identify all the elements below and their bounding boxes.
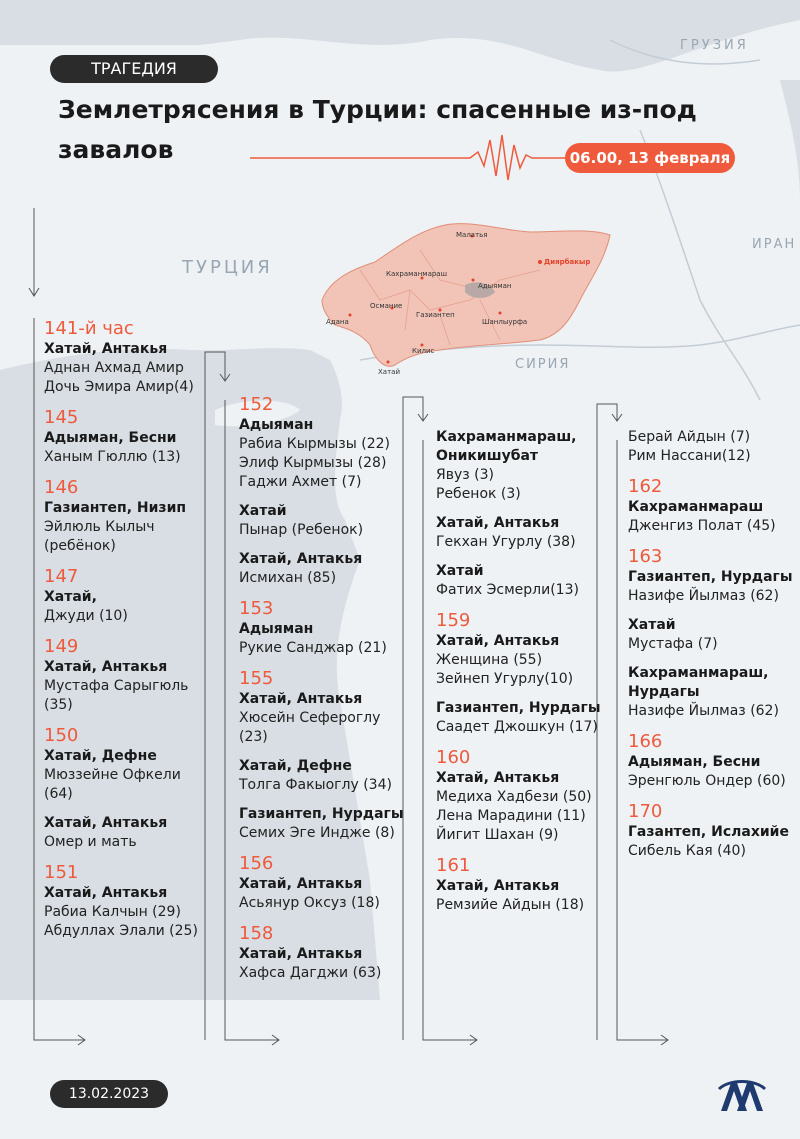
hour-block [239,598,404,668]
rescued-person: Йигит Шахан (9) [436,827,559,843]
rescued-person: Омер и мать [44,834,137,850]
hour-block [436,610,601,747]
rescued-person: Асьянур Оксуз (18) [239,895,380,911]
rescued-person: Ребенок (3) [436,486,521,502]
timeline-column-4 [628,428,798,871]
rescued-person: Лена Марадини (11) [436,808,586,824]
rescued-person: Дженгиз Полат (45) [628,518,776,534]
hour-label: 158 [239,923,274,944]
rescued-person: Толга Факыоглу (34) [239,777,392,793]
hour-block [239,394,404,598]
hour-block [436,855,601,925]
timeline-column-1 [44,318,209,951]
rescued-person: Семих Эге Индже (8) [239,825,395,841]
location-label: Хатай, Антакья [239,946,363,962]
location-label: Хатай [239,503,287,519]
location-label: Хатай, Антакья [44,815,168,831]
hour-block [628,476,798,546]
location-label: Хатай, Дефне [239,758,352,774]
hour-block [628,731,798,801]
hour-label: 170 [628,801,663,822]
rescued-person: Медиха Хадбези (50) [436,789,592,805]
city-label: Адыяман [478,282,512,290]
location-label: Хатай [436,563,484,579]
rescued-person: Фатих Эсмерли(13) [436,582,579,598]
hour-block [628,801,798,871]
hour-label: 145 [44,407,79,428]
hour-block [628,546,798,731]
location-label: Хатай, Антакья [44,341,168,357]
rescued-person: Саадет Джошкун (17) [436,719,598,735]
rescued-person: Мустафа Сарыгюль (35) [44,678,189,713]
rescued-person: Гекхан Угурлу (38) [436,534,576,550]
location-label: Хатай, Антакья [44,885,168,901]
city-label: Газиантеп [416,311,455,319]
aa-logo-icon [717,1077,767,1113]
location-label: Газиантеп, Нурдагы [239,806,404,822]
location-label: Газиантеп, Низип [44,500,187,516]
hour-block [44,862,209,951]
hour-block [239,923,404,993]
rescued-person: Пынар (Ребенок) [239,522,364,538]
country-label: ГРУЗИЯ [680,38,749,53]
city-label: Шанлыурфа [482,318,528,326]
city-label: Кахраманмараш [386,270,447,278]
hour-label: 147 [44,566,79,587]
rescued-person: Назифе Йылмаз (62) [628,588,779,604]
rescued-person: Женщина (55) [436,652,543,668]
rescued-person: Зейнеп Угурлу(10) [436,671,574,687]
rescued-person: Назифе Йылмаз (62) [628,703,779,719]
hour-label: 159 [436,610,471,631]
hour-label: 160 [436,747,471,768]
hour-label: 146 [44,477,79,498]
location-label: Хатай, Антакья [239,691,363,707]
location-label: Адыяман, Бесни [628,754,761,770]
city-label: Малатья [456,231,488,239]
rescued-person: Дочь Эмира Амир(4) [44,379,194,395]
rescued-person: Рабиа Калчын (29) [44,904,181,920]
rescued-person: Исмихан (85) [239,570,337,586]
hour-block [436,428,601,610]
rescued-person: Джуди (10) [44,608,128,624]
rescued-person: Ремзийе Айдын (18) [436,897,585,913]
country-label: ТУРЦИЯ [182,257,273,278]
location-label: Хатай, Антакья [436,515,560,531]
hour-label: 153 [239,598,274,619]
rescued-person: Аднан Ахмад Амир [44,360,184,376]
location-label: Адыяман [239,417,314,433]
city-label: Диярбакыр [544,258,591,266]
location-label: Газиантеп, Нурдагы [628,569,793,585]
timeline-column-3 [436,428,601,925]
rescued-person: Элиф Кырмызы (28) [239,455,387,471]
rescued-person: Абдуллах Элали (25) [44,923,198,939]
hour-block [436,747,601,855]
location-label: Хатай, Антакья [239,876,363,892]
hour-label: 152 [239,394,274,415]
hour-label: 166 [628,731,663,752]
hour-block [44,725,209,862]
hour-block [44,636,209,725]
rescued-person: Рабиа Кырмызы (22) [239,436,390,452]
rescued-person: Мюззейне Офкели (64) [44,767,181,802]
hour-block [44,566,209,636]
city-label: Адана [326,318,349,326]
city-label: Килис [412,347,435,355]
hour-block [628,428,798,476]
hour-block [44,407,209,477]
hour-block [239,853,404,923]
location-label: Газиантеп, Нурдагы [436,700,601,716]
rescued-person: Мустафа (7) [628,636,718,652]
hour-label: 156 [239,853,274,874]
hour-label: 161 [436,855,471,876]
page-title: Землетрясения в Турции: спасенные из-под завалов [58,95,697,164]
hour-block [44,318,209,407]
country-label: СИРИЯ [515,357,571,372]
rescued-person: Рим Нассани(12) [628,448,751,464]
location-label: Хатай, Антакья [436,770,560,786]
location-label: Кахраманмараш, Нурдагы [628,665,769,700]
footer-date: 13.02.2023 [50,1080,168,1108]
rescued-person: Гаджи Ахмет (7) [239,474,362,490]
rescued-person: Эренгюль Ондер (60) [628,773,786,789]
datetime-badge: 06.00, 13 февраля [565,143,735,173]
hour-label: 141-й час [44,318,134,339]
location-label: Хатай, Антакья [436,878,560,894]
category-tag: ТРАГЕДИЯ [50,55,218,83]
hour-block [239,668,404,853]
location-label: Адыяман [239,621,314,637]
hour-label: 163 [628,546,663,567]
rescued-person: Сибель Кая (40) [628,843,746,859]
rescued-person: Ханым Гюллю (13) [44,449,181,465]
timeline-column-2 [239,394,404,993]
location-label: Кахраманмараш, Оникишубат [436,429,577,464]
rescued-person: Рукие Санджар (21) [239,640,387,656]
location-label: Хатай, Антакья [239,551,363,567]
hour-label: 149 [44,636,79,657]
city-label: Османие [370,302,403,310]
location-label: Хатай, Антакья [44,659,168,675]
hour-label: 155 [239,668,274,689]
hour-label: 151 [44,862,79,883]
rescued-person: Явуз (3) [436,467,494,483]
location-label: Хатай, [44,589,97,605]
location-label: Хатай, Дефне [44,748,157,764]
hour-block [44,477,209,566]
country-label: ИРАН [752,237,797,252]
hour-label: 150 [44,725,79,746]
city-label: Хатай [378,368,401,376]
location-label: Хатай [628,617,676,633]
rescued-person: Эйлюль Кылыч (ребёнок) [44,519,155,554]
location-label: Кахраманмараш [628,499,764,515]
location-label: Хатай, Антакья [436,633,560,649]
hour-label: 162 [628,476,663,497]
location-label: Газантеп, Ислахийе [628,824,789,840]
location-label: Адыяман, Бесни [44,430,177,446]
rescued-person: Хюсейн Сефероглу (23) [239,710,381,745]
rescued-person: Хафса Дагджи (63) [239,965,382,981]
rescued-person: Берай Айдын (7) [628,429,751,445]
